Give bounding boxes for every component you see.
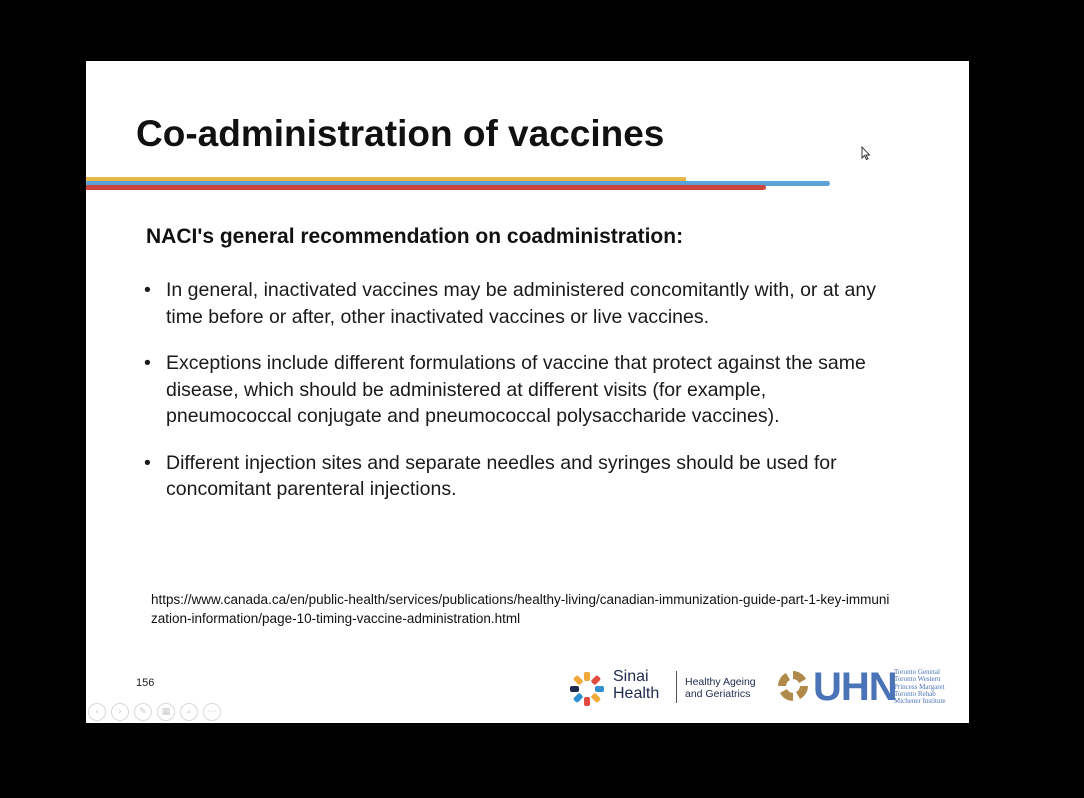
presentation-toolbar [88,703,221,721]
bullet-item [144,450,884,503]
healthy-ageing-wordmark: Healthy Ageing and Geriatrics [685,676,756,700]
next-slide-icon[interactable]: › [111,703,129,721]
presentation-slide [86,61,969,723]
title-underline-red [86,185,766,190]
bullet-text: Exceptions include different formulations of vaccine that protect against the same disease, which should be administered at different visits (for example, pneumococcal conjugate and pneumococcal polysaccharide vaccines). [166,352,866,427]
uhn-sites-list: Toronto General Toronto Western Princess Margaret Toronto Rehab Michener Institute [894,668,946,706]
slide-title: Co-administration of vaccines [136,113,665,154]
pen-icon[interactable]: ✎ [134,703,152,721]
slide-subtitle: NACI's general recommendation on coadministration: [146,225,684,248]
bullet-list [144,277,884,523]
bullet-text: In general, inactivated vaccines may be administered concomitantly with, or at any time before or after, other inactivated vaccines or live vaccines. [166,279,876,328]
mouse-pointer-icon [861,146,871,160]
previous-slide-icon[interactable]: ‹ [88,703,106,721]
slide-page-number: 156 [136,677,155,689]
slides-grid-icon[interactable]: ▦ [157,703,175,721]
bullet-marker: • [144,279,151,301]
sinai-health-mark-icon [567,669,607,709]
zoom-icon[interactable]: ⌕ [180,703,198,721]
uhn-wordmark: UHN [813,665,897,709]
more-options-icon[interactable]: ⋯ [203,703,221,721]
bullet-text: Different injection sites and separate needles and syringes should be used for concomitant parenteral injections. [166,451,837,500]
bullet-marker: • [144,352,151,374]
uhn-mark-icon [776,669,810,703]
bullet-marker: • [144,451,151,474]
logo-divider [676,671,677,703]
bullet-item [144,350,884,430]
bullet-item [144,277,884,330]
uhn-logo [776,665,951,709]
sinai-health-wordmark: Sinai Health [613,668,660,702]
source-url[interactable]: https://www.canada.ca/en/public-health/services/publications/healthy-living/canadian-immunization-guide-part-1-key-immunization-information/page-10-timing-vaccine-administration.html [151,592,890,626]
sinai-health-logo [567,667,767,707]
